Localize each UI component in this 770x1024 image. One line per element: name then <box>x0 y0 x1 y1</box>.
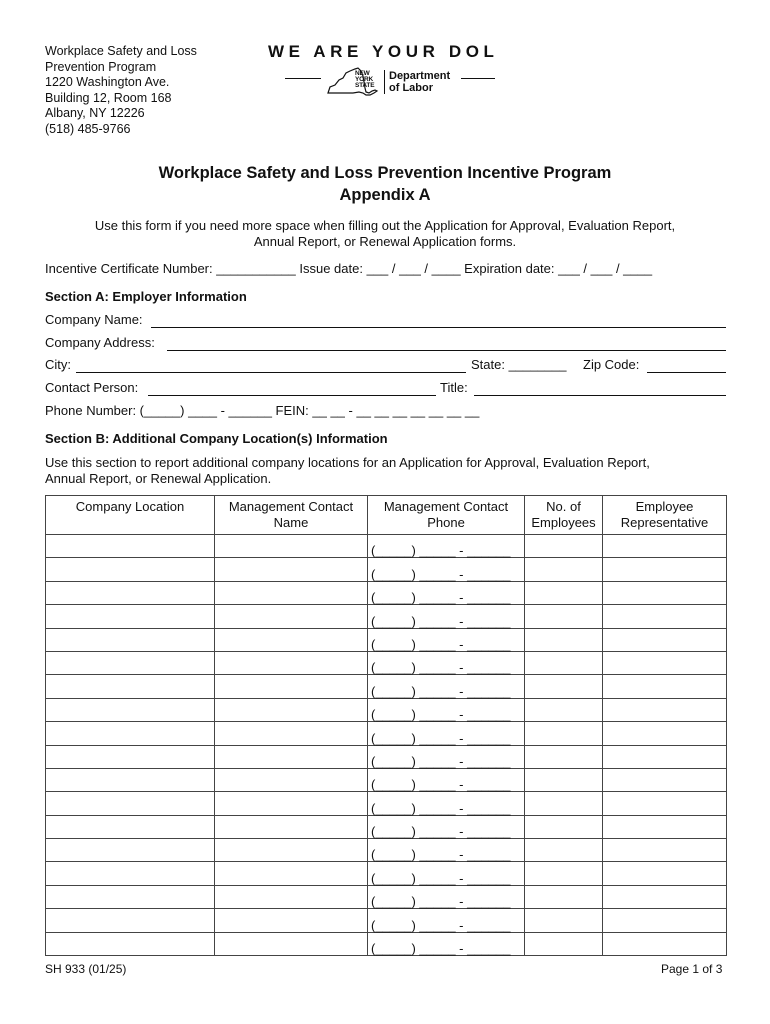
representative-cell[interactable] <box>603 839 727 862</box>
phone-fein-line[interactable]: Phone Number: (_____) ____ - ______ FEIN: __ __ - __ __ __ __ __ __ __ <box>45 403 480 418</box>
logo-dept-line: of Labor <box>389 82 433 94</box>
contact-phone-cell[interactable]: (_____) _____ - ______ <box>368 558 525 581</box>
company-location-cell[interactable] <box>46 722 215 745</box>
contact-phone-cell[interactable]: (_____) _____ - ______ <box>368 839 525 862</box>
table-row <box>46 722 727 745</box>
city-field[interactable] <box>76 372 466 373</box>
employee-count-cell[interactable] <box>525 698 603 721</box>
employee-count-cell[interactable] <box>525 815 603 838</box>
intro-line: Use this form if you need more space when filling out the Application for Approval, Evaluation Report, <box>94 218 676 233</box>
contact-name-cell[interactable] <box>215 651 368 674</box>
contact-phone-cell[interactable]: (_____) _____ - ______ <box>368 932 525 955</box>
company-location-cell[interactable] <box>46 535 215 558</box>
company-address-label: Company Address: <box>45 335 155 350</box>
contact-phone-cell[interactable]: (_____) _____ - ______ <box>368 535 525 558</box>
contact-name-cell[interactable] <box>215 605 368 628</box>
employee-count-cell[interactable] <box>525 535 603 558</box>
logo-department-text <box>384 70 450 94</box>
table-row <box>46 628 727 651</box>
representative-cell[interactable] <box>603 605 727 628</box>
contact-phone-cell[interactable]: (_____) _____ - ______ <box>368 792 525 815</box>
company-location-cell[interactable] <box>46 862 215 885</box>
representative-cell[interactable] <box>603 885 727 908</box>
employee-count-cell[interactable] <box>525 651 603 674</box>
contact-phone-cell[interactable]: (_____) _____ - ______ <box>368 745 525 768</box>
representative-cell[interactable] <box>603 768 727 791</box>
company-name-field[interactable] <box>151 327 726 328</box>
representative-cell[interactable] <box>603 675 727 698</box>
address-line: 1220 Washington Ave. <box>45 75 170 89</box>
contact-name-cell[interactable] <box>215 862 368 885</box>
contact-phone-cell[interactable]: (_____) _____ - ______ <box>368 722 525 745</box>
table-row <box>46 675 727 698</box>
employee-count-cell[interactable] <box>525 745 603 768</box>
contact-name-cell[interactable] <box>215 581 368 604</box>
address-line: Prevention Program <box>45 59 157 74</box>
contact-name-cell[interactable] <box>215 698 368 721</box>
employee-count-cell[interactable] <box>525 839 603 862</box>
table-row <box>46 792 727 815</box>
table-row <box>46 909 727 932</box>
page-subtitle: Appendix A <box>339 186 431 204</box>
employee-count-cell[interactable] <box>525 722 603 745</box>
contact-phone-cell[interactable]: (_____) _____ - ______ <box>368 885 525 908</box>
table-row <box>46 581 727 604</box>
representative-cell[interactable] <box>603 651 727 674</box>
representative-cell[interactable] <box>603 932 727 955</box>
contact-person-field[interactable] <box>148 395 436 396</box>
page-title: Workplace Safety and Loss Prevention Incentive Program <box>158 164 612 182</box>
employee-count-cell[interactable] <box>525 792 603 815</box>
contact-name-cell[interactable] <box>215 535 368 558</box>
company-name-label: Company Name: <box>45 312 143 327</box>
contact-name-cell[interactable] <box>215 628 368 651</box>
contact-person-label: Contact Person: <box>45 380 139 395</box>
representative-cell[interactable] <box>603 535 727 558</box>
table-row <box>46 535 727 558</box>
contact-phone-cell[interactable]: (_____) _____ - ______ <box>368 768 525 791</box>
contact-name-cell[interactable] <box>215 558 368 581</box>
table-row <box>46 839 727 862</box>
program-address <box>45 44 197 137</box>
representative-cell[interactable] <box>603 698 727 721</box>
contact-name-cell[interactable] <box>215 932 368 955</box>
representative-cell[interactable] <box>603 628 727 651</box>
employee-count-cell[interactable] <box>525 581 603 604</box>
company-location-cell[interactable] <box>46 839 215 862</box>
representative-cell[interactable] <box>603 722 727 745</box>
column-header-employees: No. of Employees <box>525 496 603 535</box>
column-header-representative: Employee Representative <box>603 496 727 535</box>
table-row <box>46 651 727 674</box>
company-location-cell[interactable] <box>46 885 215 908</box>
employee-count-cell[interactable] <box>525 885 603 908</box>
section-a-heading: Section A: Employer Information <box>45 289 247 304</box>
contact-name-cell[interactable] <box>215 815 368 838</box>
certificate-number-line[interactable]: Incentive Certificate Number: ___________ Issue date: ___ / ___ / ____ Expiration date: ___ / ___ / ____ <box>45 261 653 276</box>
company-location-cell[interactable] <box>46 581 215 604</box>
contact-name-cell[interactable] <box>215 768 368 791</box>
page-number: Page 1 of 3 <box>661 962 723 976</box>
table-row <box>46 768 727 791</box>
contact-name-cell[interactable] <box>215 909 368 932</box>
company-location-cell[interactable] <box>46 605 215 628</box>
employee-count-cell[interactable] <box>525 932 603 955</box>
zip-code-label: Zip Code: <box>583 357 640 372</box>
contact-phone-cell[interactable]: (_____) _____ - ______ <box>368 698 525 721</box>
contact-phone-cell[interactable]: (_____) _____ - ______ <box>368 605 525 628</box>
employee-count-cell[interactable] <box>525 605 603 628</box>
title-field[interactable] <box>474 395 726 396</box>
locations-table <box>45 495 727 956</box>
contact-name-cell[interactable] <box>215 675 368 698</box>
representative-cell[interactable] <box>603 745 727 768</box>
representative-cell[interactable] <box>603 558 727 581</box>
employee-count-cell[interactable] <box>525 909 603 932</box>
company-location-cell[interactable] <box>46 698 215 721</box>
contact-phone-cell[interactable]: (_____) _____ - ______ <box>368 815 525 838</box>
representative-cell[interactable] <box>603 792 727 815</box>
logo-dept-line: Department <box>389 70 451 82</box>
company-location-cell[interactable] <box>46 815 215 838</box>
nys-dol-logo <box>285 65 495 99</box>
company-location-cell[interactable] <box>46 768 215 791</box>
representative-cell[interactable] <box>603 862 727 885</box>
company-location-cell[interactable] <box>46 792 215 815</box>
company-location-cell[interactable] <box>46 558 215 581</box>
representative-cell[interactable] <box>603 581 727 604</box>
table-header-row <box>46 496 727 535</box>
employee-count-cell[interactable] <box>525 628 603 651</box>
zip-code-field[interactable] <box>647 372 726 373</box>
table-row <box>46 885 727 908</box>
contact-name-cell[interactable] <box>215 722 368 745</box>
contact-name-cell[interactable] <box>215 792 368 815</box>
contact-phone-cell[interactable]: (_____) _____ - ______ <box>368 675 525 698</box>
logo-state-word: YORK <box>355 76 373 83</box>
table-row <box>46 815 727 838</box>
table-row <box>46 698 727 721</box>
section-b-instruction: Use this section to report additional company locations for an Application for Approval, Evaluation Report, <box>45 455 650 470</box>
contact-name-cell[interactable] <box>215 839 368 862</box>
address-line: Workplace Safety and Loss <box>45 44 197 58</box>
contact-phone-cell[interactable]: (_____) _____ - ______ <box>368 909 525 932</box>
contact-name-cell[interactable] <box>215 745 368 768</box>
address-line: (518) 485-9766 <box>45 121 131 136</box>
contact-phone-cell[interactable]: (_____) _____ - ______ <box>368 651 525 674</box>
intro-line: Annual Report, or Renewal Application forms. <box>253 234 517 249</box>
form-code: SH 933 (01/25) <box>45 962 127 976</box>
title-label: Title: <box>440 380 468 395</box>
company-location-cell[interactable] <box>46 628 215 651</box>
city-label: City: <box>45 357 71 372</box>
table-row <box>46 558 727 581</box>
column-header-contact-phone: Management Contact Phone <box>368 496 525 535</box>
employee-count-cell[interactable] <box>525 675 603 698</box>
dol-slogan: WE ARE YOUR DOL <box>268 42 499 61</box>
section-b-instruction: Annual Report, or Renewal Application. <box>45 471 272 486</box>
column-header-contact-name: Management Contact Name <box>215 496 368 535</box>
representative-cell[interactable] <box>603 815 727 838</box>
section-b-heading: Section B: Additional Company Location(s) Information <box>45 431 388 446</box>
table-row <box>46 605 727 628</box>
address-line: Albany, NY 12226 <box>45 106 145 120</box>
company-location-cell[interactable] <box>46 651 215 674</box>
company-location-cell[interactable] <box>46 675 215 698</box>
address-line: Building 12, Room 168 <box>45 90 172 105</box>
state-field[interactable]: State: ________ <box>471 357 567 372</box>
contact-name-cell[interactable] <box>215 885 368 908</box>
column-header-company-location: Company Location <box>46 496 215 535</box>
contact-phone-cell[interactable]: (_____) _____ - ______ <box>368 581 525 604</box>
logo-state-word: STATE <box>355 82 375 89</box>
company-address-field[interactable] <box>167 350 726 351</box>
logo-state-word: NEW <box>355 70 370 77</box>
employee-count-cell[interactable] <box>525 558 603 581</box>
contact-phone-cell[interactable]: (_____) _____ - ______ <box>368 628 525 651</box>
table-row <box>46 862 727 885</box>
employee-count-cell[interactable] <box>525 768 603 791</box>
table-row <box>46 932 727 955</box>
contact-phone-cell[interactable]: (_____) _____ - ______ <box>368 862 525 885</box>
employee-count-cell[interactable] <box>525 862 603 885</box>
representative-cell[interactable] <box>603 909 727 932</box>
company-location-cell[interactable] <box>46 745 215 768</box>
table-row <box>46 745 727 768</box>
company-location-cell[interactable] <box>46 909 215 932</box>
company-location-cell[interactable] <box>46 932 215 955</box>
